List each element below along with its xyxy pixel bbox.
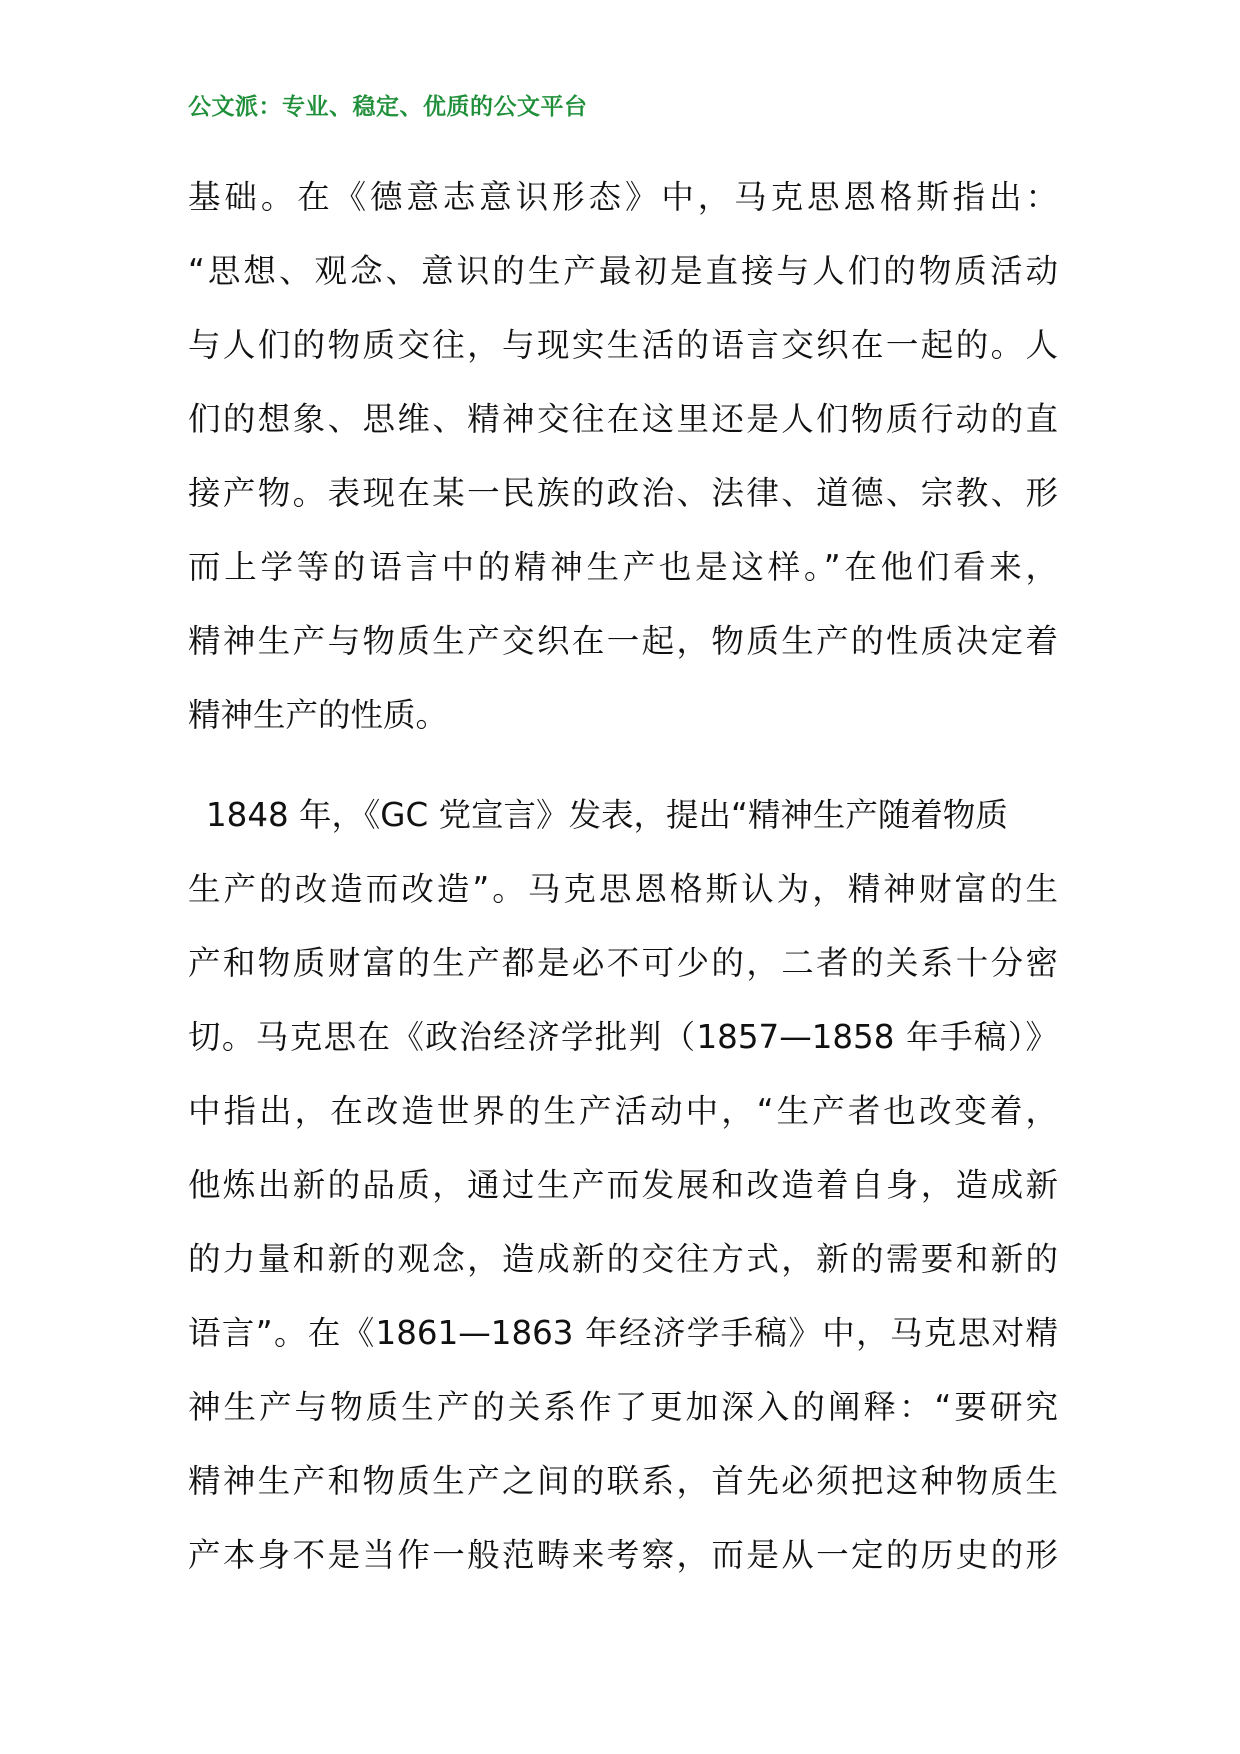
page-header: 公文派：专业、稳定、优质的公文平台 [188,94,588,120]
text-line: 接产物。表现在某一民族的政治、法律、道德、宗教、形 [188,474,1058,512]
text-line: 产和物质财富的生产都是必不可少的，二者的关系十分密 [188,944,1058,982]
text-line: 他炼出新的品质，通过生产而发展和改造着自身，造成新 [188,1166,1058,1204]
text-line: 们的想象、思维、精神交往在这里还是人们物质行动的直 [188,400,1058,438]
text-line: 精神生产和物质生产之间的联系，首先必须把这种物质生 [188,1462,1058,1500]
text-line: 生产的改造而改造”。马克思恩格斯认为，精神财富的生 [188,870,1058,908]
text-line: 神生产与物质生产的关系作了更加深入的阐释：“要研究 [188,1388,1058,1426]
text-line: “思想、观念、意识的生产最初是直接与人们的物质活动 [188,252,1058,290]
paragraph-2 [188,778,1058,1592]
text-line: 基础。在《德意志意识形态》中，马克思恩格斯指出： [188,178,1058,216]
text-line: 与人们的物质交往，与现实生活的语言交织在一起的。人 [188,326,1058,364]
text-line: 的力量和新的观念，造成新的交往方式，新的需要和新的 [188,1240,1058,1278]
text-line: 产本身不是当作一般范畴来考察，而是从一定的历史的形 [188,1536,1058,1574]
text-line: 精神生产与物质生产交织在一起，物质生产的性质决定着 [188,622,1058,660]
text-line: 语言”。在《1861—1863 年经济学手稿》中，马克思对精 [188,1314,1058,1352]
text-line: 精神生产的性质。 [188,696,449,734]
paragraph-1 [188,160,1058,752]
text-line: 1848 年，《GC 党宣言》发表，提出“精神生产随着物质 [206,796,1008,834]
text-line: 而上学等的语言中的精神生产也是这样。”在他们看来， [188,548,1058,586]
text-line: 中指出，在改造世界的生产活动中，“生产者也改变着， [188,1092,1058,1130]
text-line: 切。马克思在《政治经济学批判（1857—1858 年手稿）》 [188,1018,1058,1056]
